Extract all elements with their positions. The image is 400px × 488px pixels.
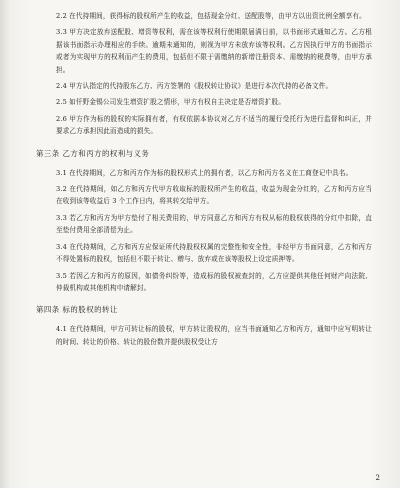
clause-2-4: 2.4 甲方认指定的代持股东乙方、丙方签署的《股权转让协议》是进行本次代持的必备文件。 — [56, 82, 333, 91]
clause-3-3: 3.3 若乙方和丙方为甲方垫付了相关费用的，甲方同意乙方和丙方有权从标的股权获得的分红中扣除，直至垫付费用全部清偿为止。 — [56, 213, 372, 235]
clause-3-1: 3.1 在代持期间，乙方和丙方作为标的股权形式上的拥有者，以乙方和丙方名义在工商登记中具名。 — [56, 168, 353, 177]
clause-3-3-upper: 3.3 甲方决定放弃送配股、增资等权利，需在该等权利行使期限届满日前，以书面形式通知乙方。乙方根据该书面指示办理相应的手续。逾期未通知的，则视为甲方未放弃该等权利。乙方因执行甲方的书面指示或者为实现甲方的权利而产生的费用，包括但不限于需缴纳的新增注册资本、需缴纳的税费等，由甲方承担。 — [56, 28, 372, 74]
page-number: 2 — [375, 474, 380, 482]
clause-3-5: 3.5 若因乙方和丙方的原因，如债务纠纷等，造成标的股权被查封的，乙方应提供其他任何财产向法院、仲裁机构或其他机构申请解封。 — [56, 271, 372, 292]
clause-4-1: 4.1 在代持期间，甲方可转让标的股权，甲方转让股权的，应当书面通知乙方和丙方，通知中应写明转让的时间、转让的价格、转让的股份数并提供股权受让方 — [56, 325, 372, 346]
clause-2-2: 2.2 在代持期间，获得标的股权所产生的收益，包括现金分红、送配股等，由甲方以出资比例全额享有。 — [56, 12, 366, 20]
section-3-heading: 第三条 乙方和丙方的权利与义务 — [36, 148, 150, 158]
clause-2-5: 2.5 如仟野金锡公司发生增资扩股之情形，甲方有权自主决定是否增资扩股。 — [56, 98, 285, 107]
clause-3-4: 3.4 在代持期间，乙方和丙方应保证所代持股权权属的完整性和安全性，非经甲方书面同意，乙方和丙方不得处置标的股权，包括但不限于转让、赠与、放弃或在该等股权上设定质押等。 — [56, 242, 372, 264]
clause-3-2: 3.2 在代持期间，如乙方和丙方代甲方收取标的股权所产生的收益，收益为现金分红的，乙方和丙方应当在收到该等收益后 3 个工作日内，将其转交给甲方。 — [56, 185, 372, 206]
clause-2-6: 2.6 甲方作为标的股权的实际拥有者，有权依据本协议对乙方不适当的履行受托行为进行监督和纠正，并要求乙方承担因此而造成的损失。 — [56, 114, 372, 136]
clauses-top — [56, 10, 372, 138]
clauses-section-3 — [56, 167, 372, 295]
clauses-section-4 — [56, 323, 372, 348]
section-4-heading: 第四条 标的股权的转让 — [36, 305, 118, 315]
